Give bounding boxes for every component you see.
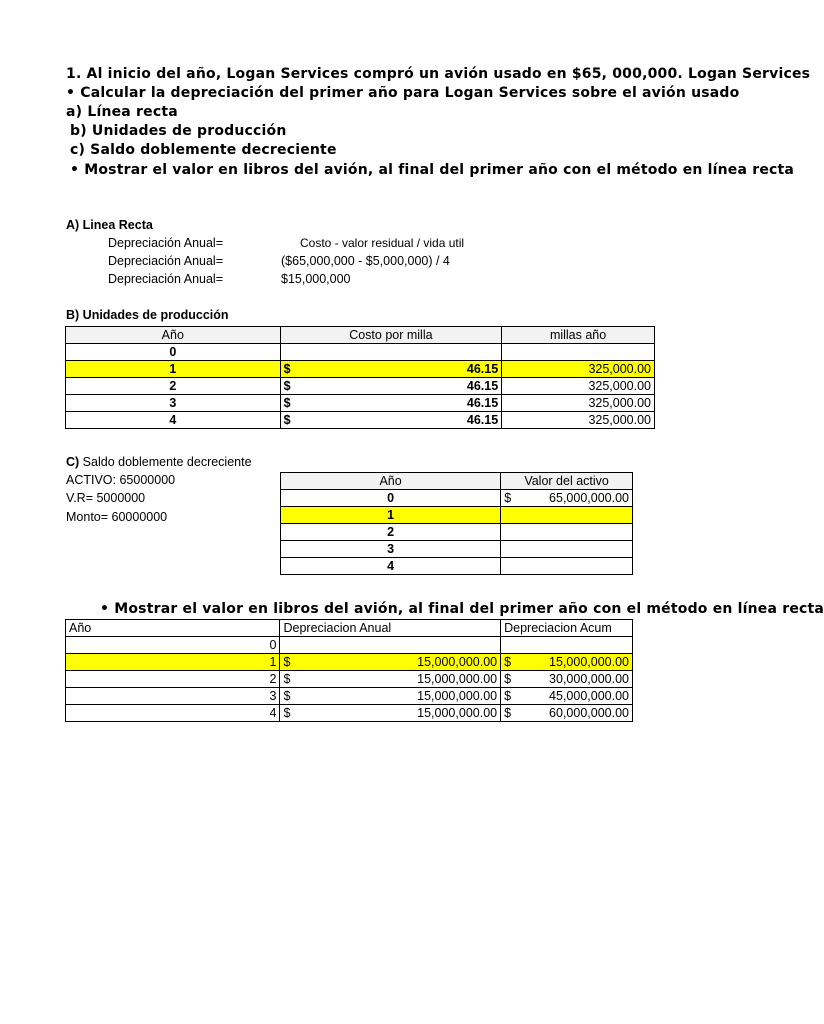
annual-depreciation-value: 15,000,000.00 [417, 706, 498, 720]
column-header: millas año [502, 327, 655, 344]
column-header: Valor del activo [501, 473, 633, 490]
cost-cell[interactable] [280, 395, 502, 412]
activo-label: ACTIVO: 65000000 [66, 473, 176, 487]
double-declining-table [280, 472, 633, 575]
column-header: Costo por milla [280, 327, 502, 344]
asset-value-cell[interactable] [501, 558, 633, 575]
table-row [66, 344, 655, 361]
section-a-formula: Costo - valor residual / vida util [300, 236, 465, 250]
currency-symbol: $ [283, 396, 291, 410]
miles-cell[interactable]: 325,000.00 [502, 412, 655, 429]
year-cell[interactable]: 2 [66, 671, 280, 688]
annual-depreciation-cell[interactable] [280, 654, 501, 671]
section-a-label: Depreciación Anual= [108, 236, 224, 250]
miles-cell[interactable]: 325,000.00 [502, 378, 655, 395]
year-cell[interactable]: 4 [66, 705, 280, 722]
cost-cell[interactable] [280, 361, 502, 378]
table-row [281, 524, 633, 541]
table-row [66, 395, 655, 412]
currency-symbol: $ [283, 413, 291, 427]
accumulated-depreciation-value: 30,000,000.00 [549, 672, 629, 686]
monto-label: Monto= 60000000 [66, 510, 168, 524]
asset-value: 65,000,000.00 [549, 491, 629, 505]
asset-value-cell[interactable] [501, 541, 633, 558]
year-cell[interactable]: 1 [66, 361, 281, 378]
column-header: Año [66, 327, 281, 344]
year-cell[interactable]: 3 [66, 395, 281, 412]
currency-symbol: $ [504, 689, 512, 703]
table-header-row [281, 473, 633, 490]
year-cell[interactable]: 1 [281, 507, 501, 524]
year-cell[interactable]: 4 [281, 558, 501, 575]
asset-value-cell[interactable] [501, 507, 633, 524]
accumulated-depreciation-cell[interactable] [501, 654, 633, 671]
instruction-book-value: • Mostrar el valor en libros del avión, al final del primer año con el método en línea recta [70, 162, 795, 178]
option-c: c) Saldo doblemente decreciente [70, 142, 337, 158]
accumulated-depreciation-cell[interactable] [501, 705, 633, 722]
section-b-title: B) Unidades de producción [66, 308, 229, 322]
currency-symbol: $ [283, 379, 291, 393]
section-d-title: • Mostrar el valor en libros del avión, al final del primer año con el método en línea recta [100, 601, 824, 617]
cost-value: 46.15 [466, 379, 499, 393]
column-header: Depreciacion Anual [280, 620, 501, 637]
option-b: b) Unidades de producción [70, 123, 287, 139]
year-cell[interactable]: 0 [66, 344, 281, 361]
asset-value-cell[interactable] [501, 524, 633, 541]
year-cell[interactable]: 3 [281, 541, 501, 558]
cost-value: 46.15 [466, 413, 499, 427]
annual-depreciation-value: 15,000,000.00 [417, 689, 498, 703]
table-row [281, 541, 633, 558]
accumulated-depreciation-value: 45,000,000.00 [549, 689, 629, 703]
units-production-table [65, 326, 655, 429]
currency-symbol: $ [504, 672, 512, 686]
accumulated-depreciation-value: 15,000,000.00 [549, 655, 629, 669]
accumulated-depreciation-cell[interactable] [501, 671, 633, 688]
currency-symbol: $ [283, 655, 291, 669]
accumulated-depreciation-cell[interactable] [501, 637, 633, 654]
cost-value: 46.15 [466, 362, 499, 376]
miles-cell[interactable] [502, 344, 655, 361]
currency-symbol: $ [283, 689, 291, 703]
table-row [281, 558, 633, 575]
miles-cell[interactable]: 325,000.00 [502, 395, 655, 412]
section-a-label: Depreciación Anual= [108, 272, 224, 286]
cost-value: 46.15 [466, 396, 499, 410]
section-a-substitution: ($65,000,000 - $5,000,000) / 4 [281, 254, 450, 268]
option-a: a) Línea recta [66, 104, 178, 120]
year-cell[interactable]: 1 [66, 654, 280, 671]
problem-statement: 1. Al inicio del año, Logan Services compró un avión usado en $65, 000,000. Logan Services [66, 66, 811, 82]
column-header: Año [281, 473, 501, 490]
table-row-highlighted [66, 654, 633, 671]
table-row [66, 688, 633, 705]
table-row [66, 671, 633, 688]
annual-depreciation-cell[interactable] [280, 637, 501, 654]
instruction-calc: • Calcular la depreciación del primer año para Logan Services sobre el avión usado [66, 85, 740, 101]
cost-cell[interactable] [280, 344, 502, 361]
currency-symbol: $ [504, 491, 512, 505]
section-a-title: A) Linea Recta [66, 218, 153, 232]
book-value-table [65, 619, 633, 722]
table-row-highlighted [66, 361, 655, 378]
table-row [66, 637, 633, 654]
cost-cell[interactable] [280, 378, 502, 395]
section-c-prefix: C) [66, 455, 80, 469]
column-header: Año [66, 620, 280, 637]
annual-depreciation-value: 15,000,000.00 [417, 655, 498, 669]
year-cell[interactable]: 2 [66, 378, 281, 395]
cost-cell[interactable] [280, 412, 502, 429]
accumulated-depreciation-cell[interactable] [501, 688, 633, 705]
section-c-title [66, 455, 252, 469]
section-a-result: $15,000,000 [281, 272, 351, 286]
section-a-label: Depreciación Anual= [108, 254, 224, 268]
residual-value-label: V.R= 5000000 [66, 491, 146, 505]
year-cell[interactable]: 3 [66, 688, 280, 705]
currency-symbol: $ [283, 672, 291, 686]
currency-symbol: $ [504, 706, 512, 720]
section-c-name: Saldo doblemente decreciente [79, 455, 252, 469]
table-row [281, 490, 633, 507]
annual-depreciation-cell[interactable] [280, 688, 501, 705]
table-header-row [66, 620, 633, 637]
year-cell[interactable]: 0 [281, 490, 501, 507]
annual-depreciation-cell[interactable] [280, 705, 501, 722]
table-header-row [66, 327, 655, 344]
annual-depreciation-cell[interactable] [280, 671, 501, 688]
year-cell[interactable]: 0 [66, 637, 280, 654]
miles-cell[interactable]: 325,000.00 [502, 361, 655, 378]
table-row-highlighted [281, 507, 633, 524]
table-row [66, 705, 633, 722]
year-cell[interactable]: 4 [66, 412, 281, 429]
currency-symbol: $ [504, 655, 512, 669]
currency-symbol: $ [283, 362, 291, 376]
currency-symbol: $ [283, 706, 291, 720]
accumulated-depreciation-value: 60,000,000.00 [549, 706, 629, 720]
table-row [66, 412, 655, 429]
annual-depreciation-value: 15,000,000.00 [417, 672, 498, 686]
year-cell[interactable]: 2 [281, 524, 501, 541]
column-header: Depreciacion Acum [501, 620, 633, 637]
table-row [66, 378, 655, 395]
asset-value-cell[interactable] [501, 490, 633, 507]
